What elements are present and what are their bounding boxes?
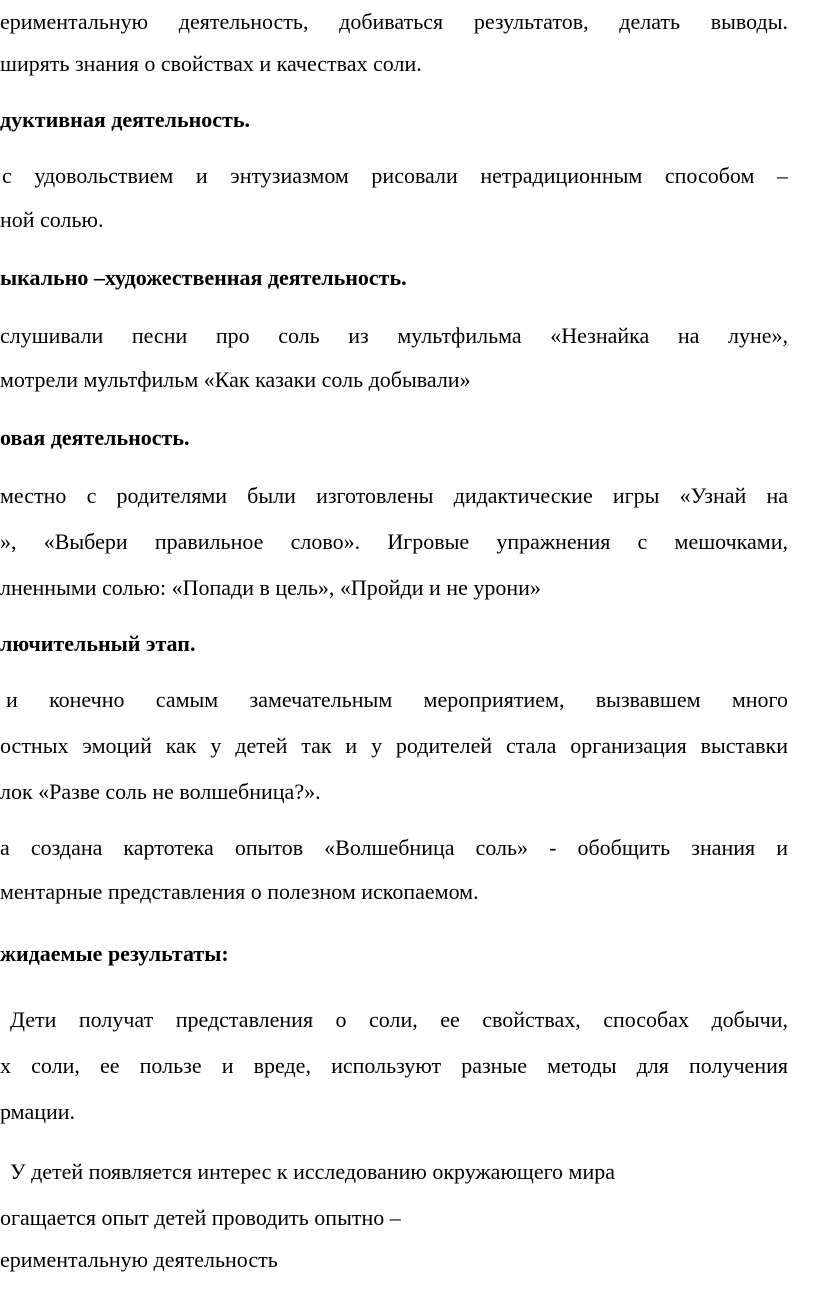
- paragraph-line: рмации.: [0, 1099, 76, 1124]
- paragraph-line: местно с родителями были изготовлены дидактические игры «Узнай на: [0, 483, 788, 508]
- section-heading: дуктивная деятельность.: [0, 107, 250, 132]
- section-heading: жидаемые результаты:: [0, 941, 229, 966]
- paragraph-line: У детей появляется интерес к исследованию окружающего мира: [10, 1159, 616, 1184]
- paragraph-line: х соли, ее пользе и вреде, используют разные методы для получения: [0, 1053, 788, 1078]
- paragraph-line: ной солью.: [0, 207, 104, 232]
- paragraph-line: ширять знания о свойствах и качествах соли.: [0, 51, 422, 76]
- paragraph-line: ментарные представления о полезном ископаемом.: [0, 879, 479, 904]
- paragraph-line: с удовольствием и энтузиазмом рисовали нетрадиционным способом –: [2, 163, 788, 188]
- paragraph-line: огащается опыт детей проводить опытно –: [0, 1205, 401, 1230]
- section-heading: овая деятельность.: [0, 425, 190, 450]
- paragraph-line: Дети получат представления о соли, ее свойствах, способах добычи,: [10, 1007, 788, 1032]
- paragraph-line: а создана картотека опытов «Волшебница соль» - обобщить знания и: [0, 835, 788, 860]
- paragraph-line: ериментальную деятельность: [0, 1247, 278, 1272]
- paragraph-line: лненными солью: «Попади в цель», «Пройди и не урони»: [0, 575, 541, 600]
- section-heading: лючительный этап.: [0, 631, 196, 656]
- paragraph-line: », «Выбери правильное слово». Игровые упражнения с мешочками,: [0, 529, 788, 554]
- section-heading: ыкально –художественная деятельность.: [0, 265, 407, 290]
- paragraph-line: мотрели мультфильм «Как казаки соль добывали»: [0, 367, 471, 392]
- paragraph-line: лок «Разве соль не волшебница?».: [0, 779, 321, 804]
- paragraph-line: и конечно самым замечательным мероприятием, вызвавшем много: [6, 687, 788, 712]
- paragraph-line: слушивали песни про соль из мультфильма «Незнайка на луне»,: [0, 323, 788, 348]
- paragraph-line: остных эмоций как у детей так и у родителей стала организация выставки: [0, 733, 788, 758]
- paragraph-line: ериментальную деятельность, добиваться результатов, делать выводы.: [0, 9, 788, 34]
